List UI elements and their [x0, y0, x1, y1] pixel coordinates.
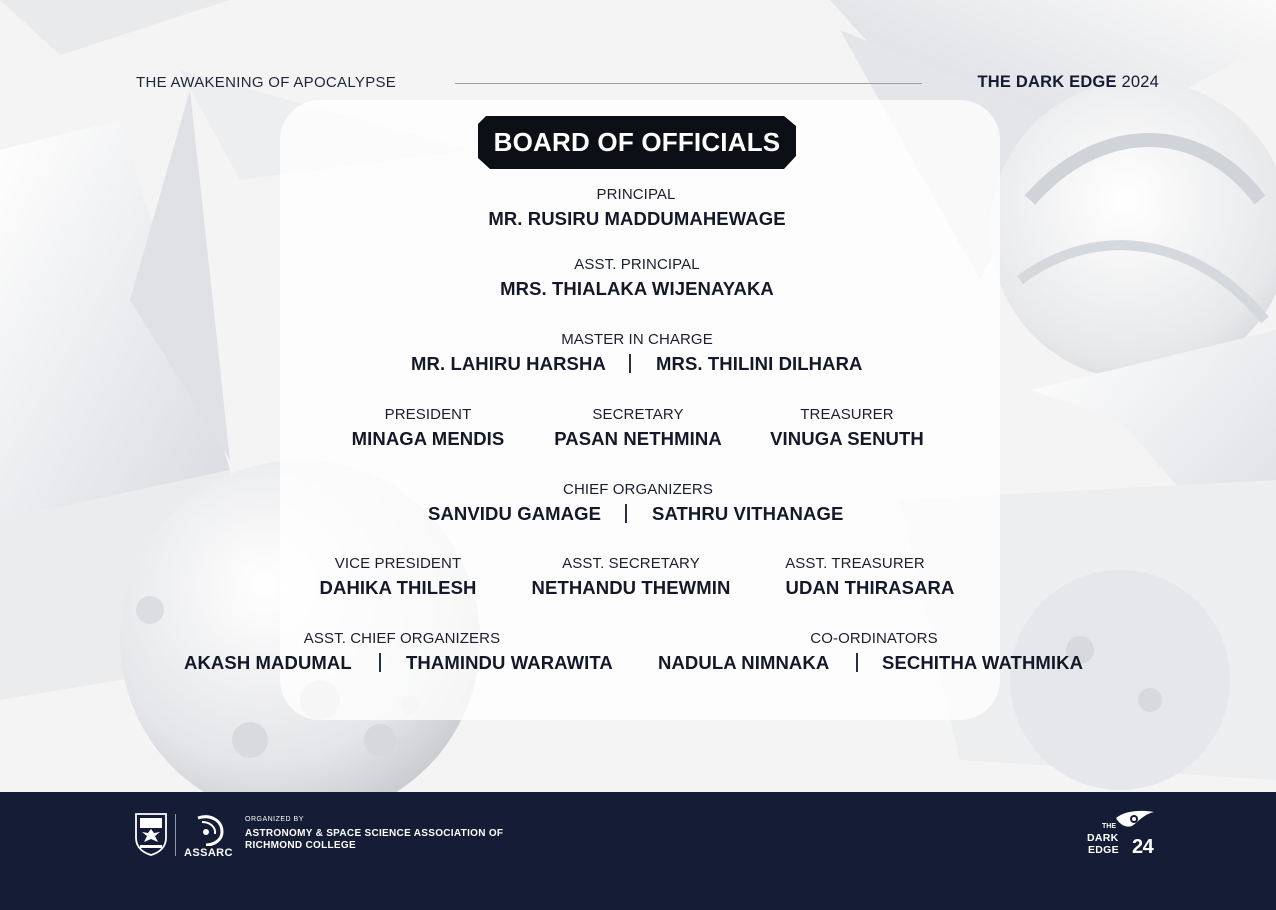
name-separator [629, 354, 631, 373]
name-co-ordinator-1: NADULA NIMNAKA [658, 652, 830, 673]
name-president: MINAGA MENDIS [351, 428, 505, 449]
footer-divider [175, 814, 176, 856]
assarc-label: ASSARC [184, 847, 233, 859]
name-treasurer: VINUGA SENUTH [770, 428, 924, 449]
name-asst-chief-organizer-2: THAMINDU WARAWITA [406, 652, 613, 673]
name-asst-secretary: NETHANDU THEWMIN [531, 577, 731, 598]
name-chief-organizer-1: SANVIDU GAMAGE [428, 503, 602, 524]
name-vice-president: DAHIKA THILESH [319, 577, 477, 598]
name-asst-principal: MRS. THIALAKA WIJENAYAKA [500, 278, 774, 299]
board-title: BOARD OF OFFICIALS [493, 127, 781, 157]
role-secretary: SECRETARY [592, 406, 684, 423]
brand-name: THE DARK EDGE [977, 73, 1117, 91]
board-title-plate [478, 116, 796, 169]
name-asst-treasurer: UDAN THIRASARA [785, 577, 955, 598]
header-divider [455, 83, 922, 84]
logo-edge: EDGE [1088, 844, 1119, 856]
logo-the: THE [1102, 823, 1116, 830]
role-treasurer: TREASURER [800, 406, 894, 423]
name-separator [625, 504, 627, 523]
assarc-logo-icon [184, 812, 234, 846]
event-brand [977, 73, 1159, 92]
role-asst-principal: ASST. PRINCIPAL [574, 256, 700, 273]
name-secretary: PASAN NETHMINA [554, 428, 722, 449]
role-asst-secretary: ASST. SECRETARY [562, 555, 700, 572]
brand-year: 2024 [1121, 73, 1159, 91]
name-master-in-charge-2: MRS. THILINI DILHARA [656, 353, 863, 374]
role-chief-organizers: CHIEF ORGANIZERS [563, 481, 713, 498]
role-president: PRESIDENT [384, 406, 472, 423]
dark-edge-eye-icon [1086, 808, 1158, 832]
name-separator [856, 653, 858, 672]
role-vice-president: VICE PRESIDENT [334, 555, 462, 572]
event-tagline: THE AWAKENING OF APOCALYPSE [136, 74, 397, 91]
role-asst-treasurer: ASST. TREASURER [785, 555, 925, 572]
name-asst-chief-organizer-1: AKASH MADUMAL [184, 652, 352, 673]
logo-dark: DARK [1087, 832, 1119, 844]
organized-by-label: ORGANIZED BY [245, 816, 304, 823]
name-separator [379, 653, 381, 672]
role-asst-chief-organizers: ASST. CHIEF ORGANIZERS [303, 630, 501, 647]
logo-24: 24 [1132, 836, 1154, 858]
role-principal: PRINCIPAL [596, 186, 676, 203]
organizer-name [245, 828, 565, 851]
organizer-line-1: ASTRONOMY & SPACE SCIENCE ASSOCIATION OF [245, 828, 504, 839]
name-master-in-charge-1: MR. LAHIRU HARSHA [411, 353, 606, 374]
name-chief-organizer-2: SATHRU VITHANAGE [652, 503, 844, 524]
name-co-ordinator-2: SECHITHA WATHMIKA [882, 652, 1084, 673]
role-co-ordinators: CO-ORDINATORS [810, 630, 938, 647]
richmond-crest-icon [134, 812, 168, 856]
organizer-line-2: RICHMOND COLLEGE [245, 839, 356, 851]
role-master-in-charge: MASTER IN CHARGE [561, 331, 713, 348]
name-principal: MR. RUSIRU MADDUMAHEWAGE [488, 208, 786, 229]
